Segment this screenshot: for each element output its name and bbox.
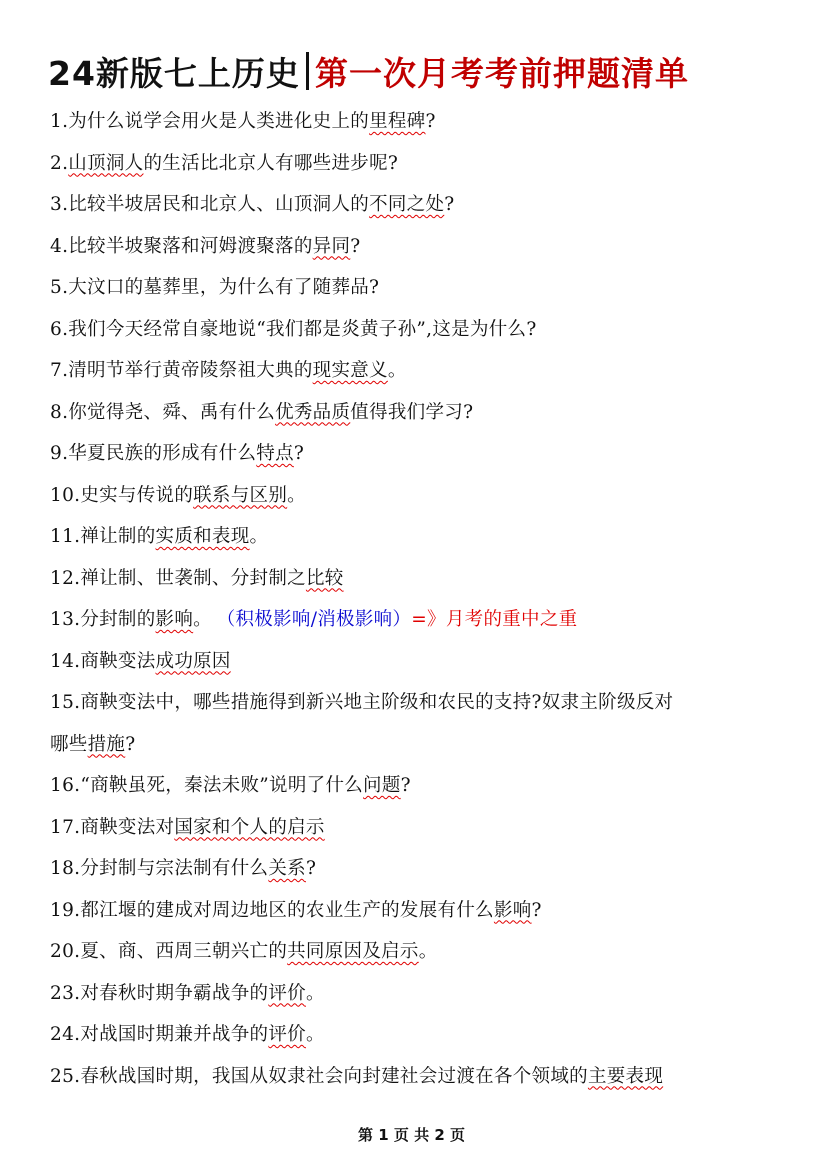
question-ending: ?	[400, 775, 411, 796]
key-phrase: 关系	[268, 858, 306, 879]
question-ending: ?	[444, 194, 455, 215]
question-item	[50, 143, 780, 185]
question-text: 15.商鞅变法中，哪些措施得到新兴地主阶级和农民的支持?奴隶主阶级反对	[50, 692, 674, 713]
question-ending: 。	[387, 360, 407, 381]
question-text: 16.“商鞅虽死，秦法未败”说明了什么	[50, 775, 364, 796]
question-list	[50, 101, 780, 1097]
key-phrase: 联系与区别	[193, 484, 288, 506]
question-text: 8.你觉得尧、舜、禹有什么	[50, 401, 276, 423]
question-item	[50, 184, 780, 226]
key-phrase: 优秀品质	[275, 401, 351, 423]
question-text: 2.	[50, 152, 69, 174]
question-item	[50, 599, 780, 641]
question-ending: 。	[305, 982, 325, 1004]
question-item	[50, 890, 780, 932]
question-ending: 。	[418, 941, 438, 962]
question-text: 11.禅让制的	[50, 526, 156, 547]
question-text: 24.对战国时期兼并战争的	[50, 1024, 269, 1045]
question-text: 12.禅让制、世袭制、分封制之	[50, 567, 306, 589]
page-title	[48, 46, 689, 96]
key-phrase: 异同	[312, 235, 351, 257]
question-item	[50, 807, 780, 849]
question-item	[50, 350, 780, 392]
key-phrase: 主要表现	[587, 1065, 664, 1087]
question-item	[50, 433, 780, 475]
title-separator	[306, 52, 309, 90]
question-ending: 。	[193, 609, 212, 630]
key-phrase: 山顶洞人	[68, 152, 144, 174]
key-phrase: 问题	[363, 775, 401, 796]
question-ending: ?	[425, 111, 436, 132]
question-item	[50, 226, 780, 268]
question-item	[50, 1014, 780, 1056]
question-text: 19.都江堰的建成对周边地区的农业生产的发展有什么	[50, 899, 494, 921]
question-text: 9.华夏民族的形成有什么	[50, 443, 257, 464]
question-ending: 。	[305, 1024, 325, 1045]
question-ending: 的生活比北京人有哪些进步呢?	[143, 152, 399, 174]
question-ending: ?	[125, 733, 136, 755]
question-item	[50, 475, 780, 517]
question-text: 4.比较半坡聚落和河姆渡聚落的	[50, 235, 313, 257]
question-text: 20.夏、商、西周三朝兴亡的	[50, 941, 288, 962]
question-item	[50, 973, 780, 1015]
question-ending: 。	[249, 526, 269, 547]
question-item	[50, 765, 780, 807]
key-phrase: 特点	[256, 443, 294, 464]
question-text: 14.商鞅变法	[50, 650, 156, 672]
question-ending: ?	[350, 235, 361, 257]
key-phrase: 里程碑	[369, 111, 426, 132]
key-phrase: 成功原因	[155, 650, 231, 672]
question-item	[50, 848, 780, 890]
question-item	[50, 1056, 780, 1098]
question-ending: 。	[287, 484, 306, 506]
question-item	[50, 267, 780, 309]
question-text: 5.大汶口的墓葬里，为什么有了随葬品?	[50, 277, 380, 298]
question-item	[50, 724, 780, 766]
question-text: 25.春秋战国时期，我国从奴隶社会向封建社会过渡在各个领域的	[50, 1065, 588, 1087]
question-text: 1.为什么说学会用火是人类进化史上的	[50, 111, 370, 132]
question-item	[50, 516, 780, 558]
question-ending: ?	[531, 899, 542, 921]
question-text: 13.分封制的	[50, 609, 156, 630]
question-text: 10.史实与传说的	[50, 484, 194, 506]
question-text: 18.分封制与宗法制有什么	[50, 858, 269, 879]
handwritten-note: =》月考的重中之重	[411, 609, 578, 630]
question-text: 哪些	[50, 733, 88, 755]
key-phrase: 不同之处	[369, 194, 445, 215]
question-item	[50, 392, 780, 434]
question-text: 23.对春秋时期争霸战争的	[50, 982, 269, 1004]
question-item	[50, 101, 780, 143]
question-text: 3.比较半坡居民和北京人、山顶洞人的	[50, 194, 370, 215]
question-ending: ?	[293, 443, 305, 464]
key-phrase: 国家和个人的启示	[174, 816, 325, 838]
key-phrase: 实质和表现	[155, 526, 250, 547]
question-item	[50, 309, 780, 351]
key-phrase: 影响	[493, 899, 532, 921]
question-ending: ?	[305, 858, 317, 879]
key-phrase: 评价	[268, 1024, 306, 1045]
title-topic: 第一次月考考前押题清单	[314, 53, 689, 93]
key-phrase: 现实意义	[312, 360, 388, 381]
question-text: 17.商鞅变法对	[50, 816, 175, 838]
question-item	[50, 558, 780, 600]
key-phrase: 影响	[155, 609, 194, 630]
blue-annotation: （积极影响/消极影响）	[225, 609, 412, 630]
question-item	[50, 682, 780, 724]
key-phrase: 比较	[305, 567, 344, 589]
key-phrase: 共同原因及启示	[287, 941, 419, 962]
question-ending: 值得我们学习?	[350, 401, 474, 423]
question-item	[50, 931, 780, 973]
question-text: 6.我们今天经常自豪地说“我们都是炎黄子孙”,这是为什么?	[50, 318, 537, 340]
title-subject: 24新版七上历史	[48, 53, 300, 93]
question-text: 7.清明节举行黄帝陵祭祖大典的	[50, 360, 313, 381]
key-phrase: 评价	[268, 982, 306, 1004]
page-number: 第 1 页 共 2 页	[358, 1126, 465, 1144]
question-item	[50, 641, 780, 683]
key-phrase: 措施	[87, 733, 126, 755]
